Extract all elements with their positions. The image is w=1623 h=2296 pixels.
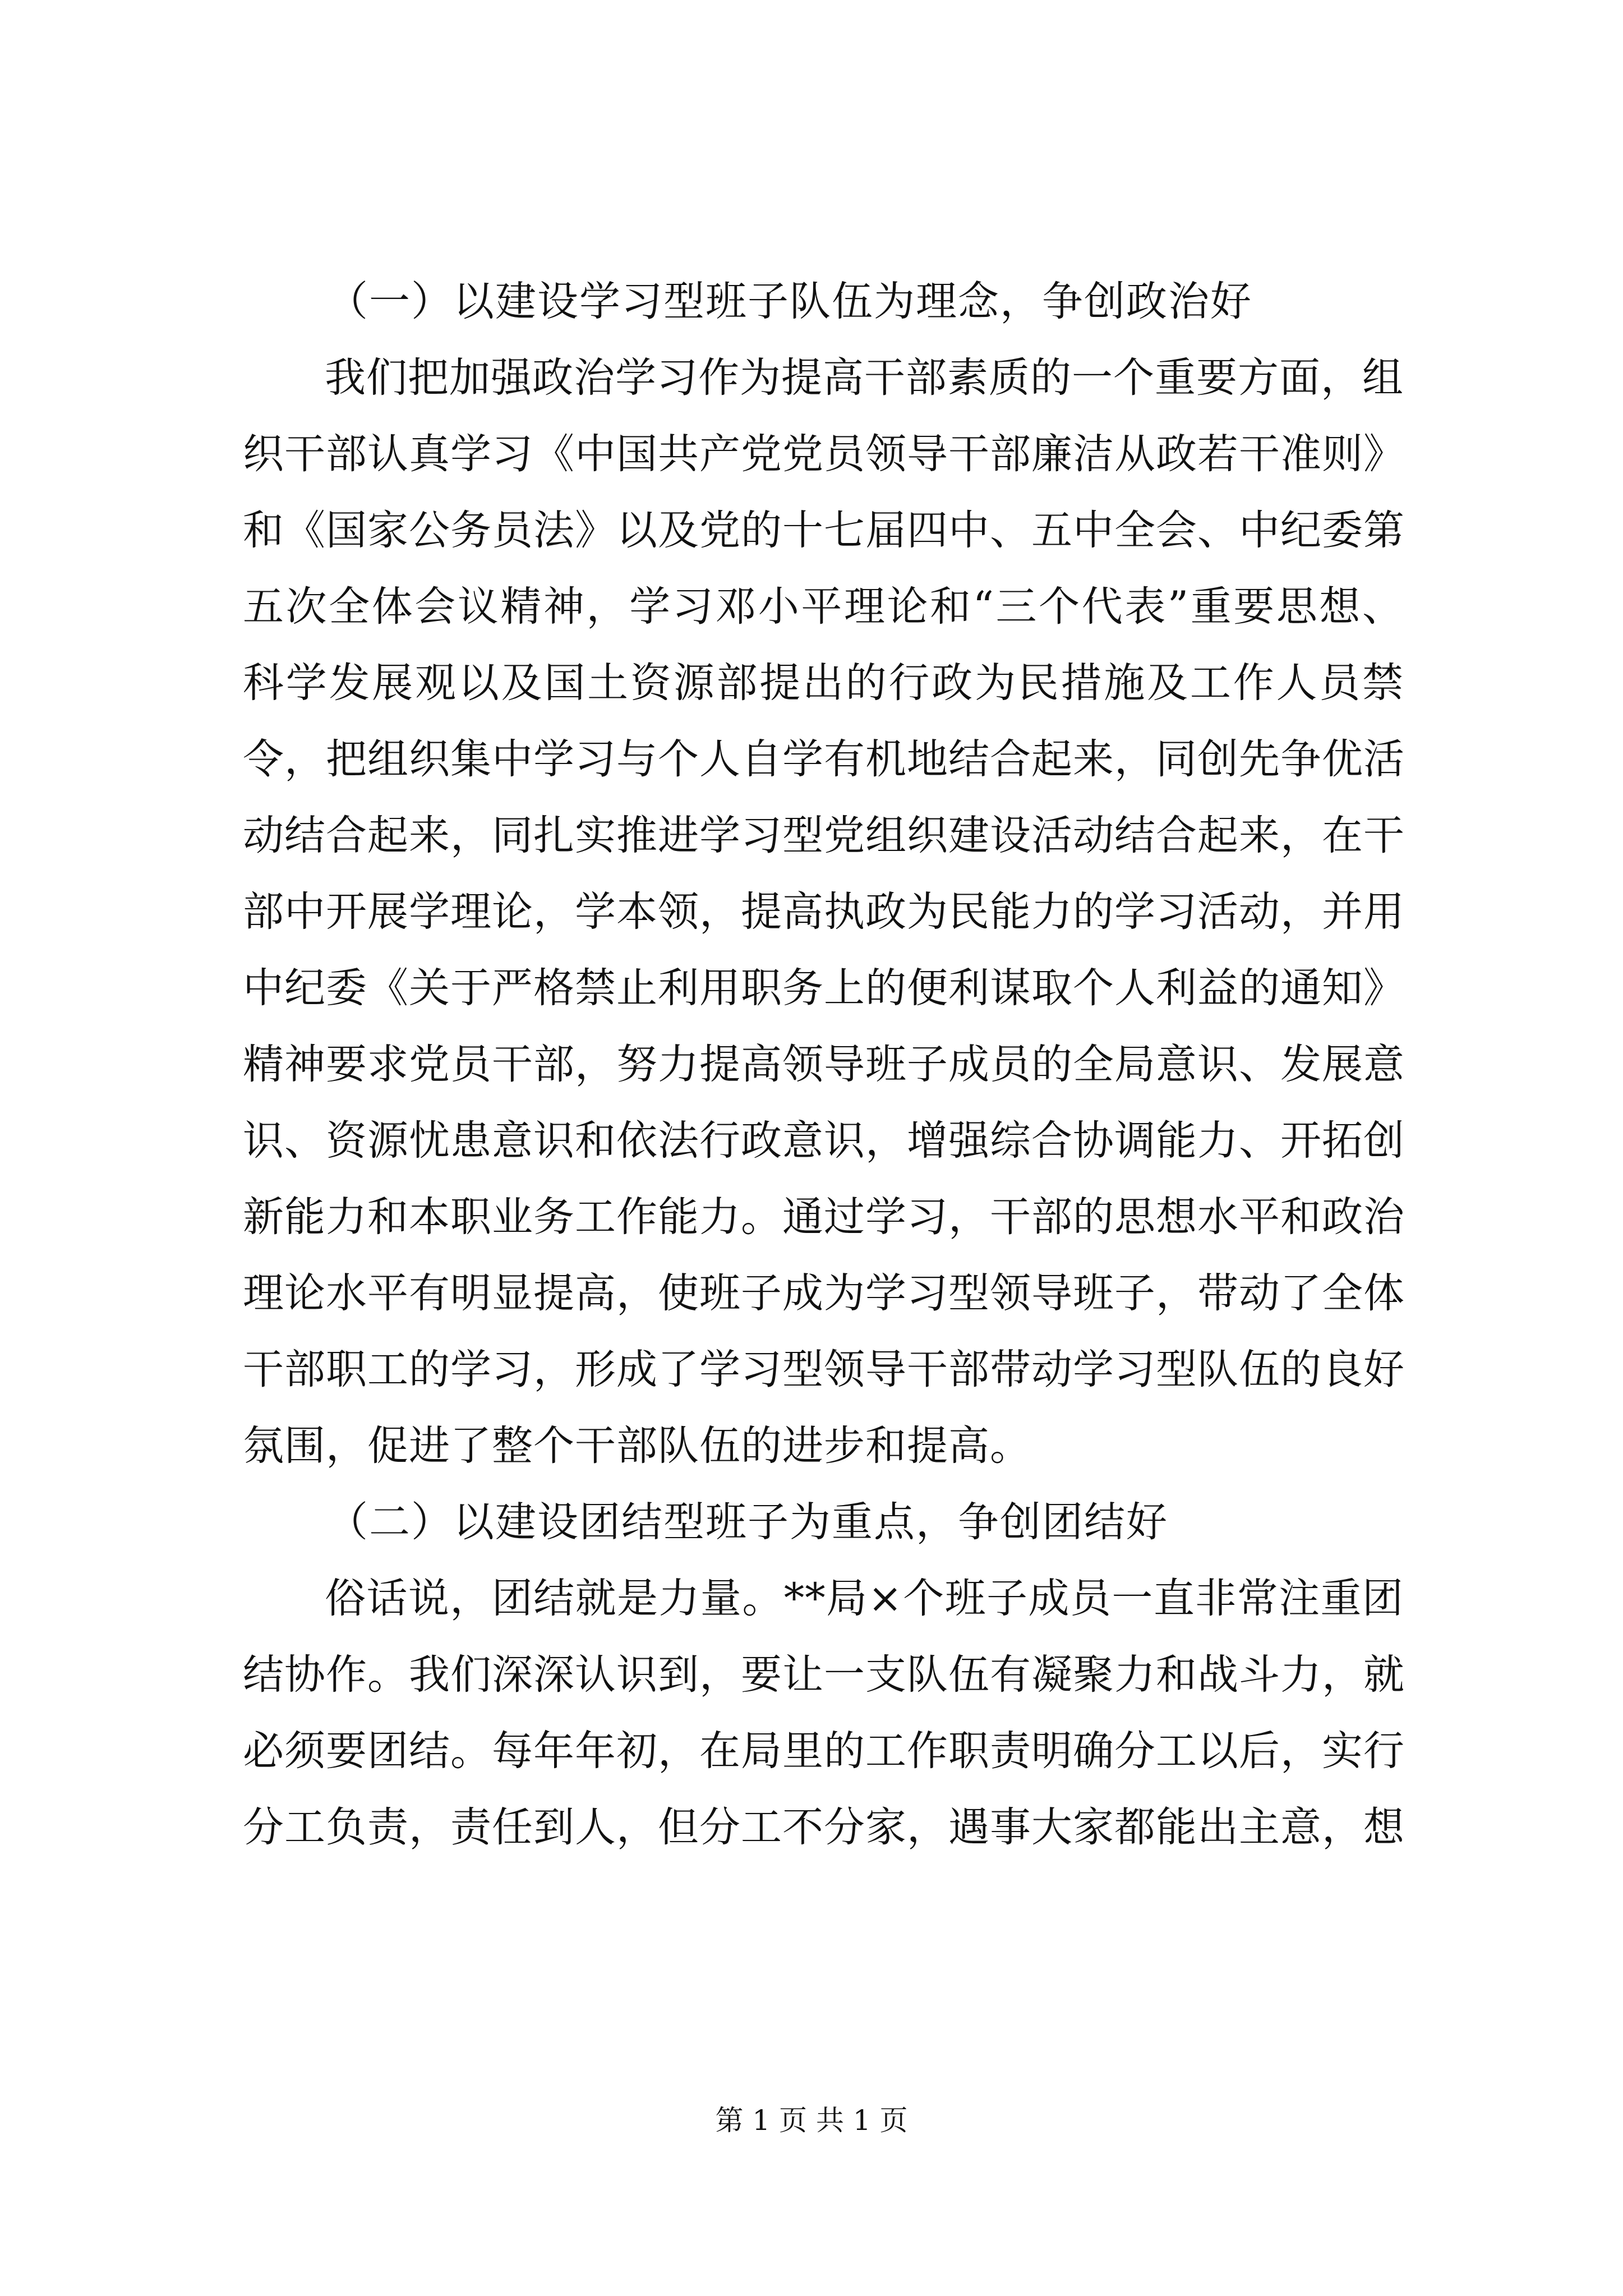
paragraph-line: 识、资源忧患意识和依法行政意识，增强综合协调能力、开拓创 — [243, 1117, 1405, 1165]
paragraph-line: 中纪委《关于严格禁止利用职务上的便利谋取个人利益的通知》 — [243, 964, 1405, 1012]
section-heading-1: （一）以建设学习型班子队伍为理念，争创政治好 — [327, 278, 1252, 325]
paragraph-line: 理论水平有明显提高，使班子成为学习型领导班子，带动了全体 — [243, 1269, 1405, 1317]
paragraph-line: 俗话说，团结就是力量。**局×个班子成员一直非常注重团 — [325, 1575, 1404, 1622]
paragraph-line: 干部职工的学习，形成了学习型领导干部带动学习型队伍的良好 — [243, 1346, 1405, 1393]
paragraph-line: 精神要求党员干部，努力提高领导班子成员的全局意识、发展意 — [243, 1041, 1405, 1088]
paragraph-line: 五次全体会议精神，学习邓小平理论和“三个代表”重要思想、 — [243, 583, 1404, 631]
page-footer: 第 1 页 共 1 页 — [715, 2104, 908, 2137]
paragraph-line: 织干部认真学习《中国共产党党员领导干部廉洁从政若干准则》 — [243, 430, 1405, 478]
paragraph-line: 新能力和本职业务工作能力。通过学习，干部的思想水平和政治 — [243, 1193, 1405, 1241]
paragraph-line: 必须要团结。每年年初，在局里的工作职责明确分工以后，实行 — [243, 1727, 1405, 1775]
paragraph-line: 氛围，促进了整个干部队伍的进步和提高。 — [243, 1422, 1031, 1470]
paragraph-line: 令，把组织集中学习与个人自学有机地结合起来，同创先争优活 — [243, 735, 1405, 783]
paragraph-line: 和《国家公务员法》以及党的十七届四中、五中全会、中纪委第 — [243, 507, 1405, 554]
paragraph-line: 我们把加强政治学习作为提高干部素质的一个重要方面，组 — [325, 354, 1404, 402]
section-paragraph-1 — [243, 340, 1404, 1484]
paragraph-line: 动结合起来，同扎实推进学习型党组织建设活动结合起来，在干 — [243, 812, 1405, 859]
paragraph-line: 分工负责，责任到人，但分工不分家，遇事大家都能出主意，想 — [243, 1803, 1405, 1851]
paragraph-line: 科学发展观以及国土资源部提出的行政为民措施及工作人员禁 — [243, 659, 1404, 707]
section-heading-2: （二）以建设团结型班子为重点，争创团结好 — [327, 1498, 1168, 1546]
paragraph-line: 结协作。我们深深认识到，要让一支队伍有凝聚力和战斗力，就 — [243, 1651, 1405, 1699]
document-body — [243, 264, 1404, 1866]
paragraph-line: 部中开展学理论，学本领，提高执政为民能力的学习活动，并用 — [243, 888, 1405, 936]
section-paragraph-2 — [243, 1561, 1404, 1866]
